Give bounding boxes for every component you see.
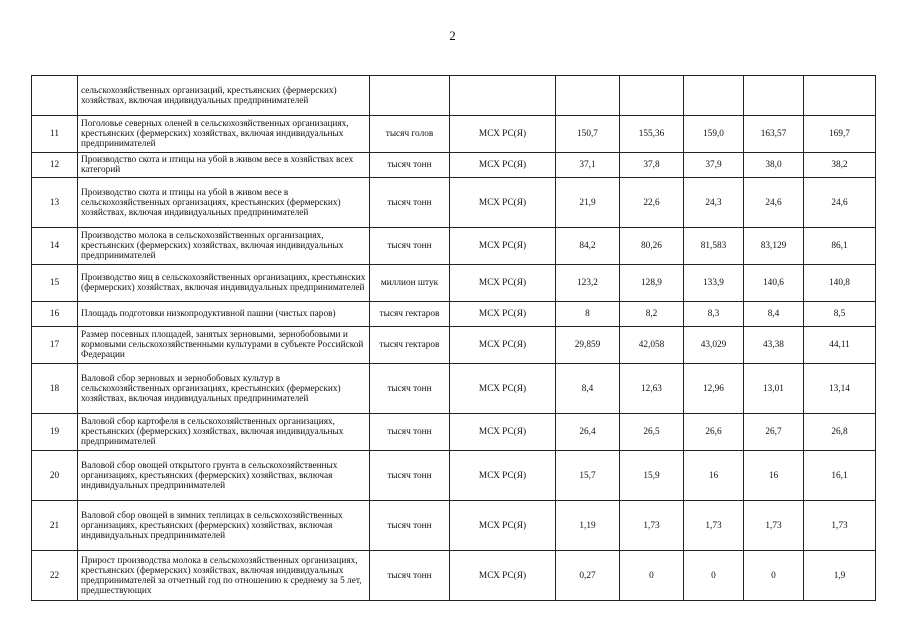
value-cell-2: 15,9	[620, 451, 684, 501]
table-row	[32, 76, 876, 116]
indicator-name-cell: Производство скота и птицы на убой в живом весе в сельскохозяйственных организациях, крестьянских (фермерских) хозяйствах, включая индивидуальных предпринимателей	[78, 178, 370, 228]
unit-cell: тысяч голов	[370, 116, 450, 153]
value-cell-2: 12,63	[620, 364, 684, 414]
value-cell-1: 26,4	[556, 414, 620, 451]
value-cell-1	[556, 76, 620, 116]
value-cell-4: 13,01	[744, 364, 804, 414]
unit-cell	[370, 76, 450, 116]
value-cell-4: 16	[744, 451, 804, 501]
row-number-cell: 17	[32, 327, 78, 364]
table-row	[32, 265, 876, 302]
source-cell: МСХ РС(Я)	[450, 414, 556, 451]
value-cell-5: 16,1	[804, 451, 876, 501]
value-cell-5: 44,11	[804, 327, 876, 364]
value-cell-2: 42,058	[620, 327, 684, 364]
indicator-name-cell: Валовой сбор картофеля в сельскохозяйственных организациях, крестьянских (фермерских) хозяйствах, включая индивидуальных предпринимателей	[78, 414, 370, 451]
unit-cell: тысяч тонн	[370, 364, 450, 414]
page-number: 2	[449, 28, 456, 43]
value-cell-5: 38,2	[804, 153, 876, 178]
source-cell: МСХ РС(Я)	[450, 302, 556, 327]
value-cell-5	[804, 76, 876, 116]
indicators-table	[31, 75, 876, 601]
source-cell	[450, 76, 556, 116]
value-cell-5: 26,8	[804, 414, 876, 451]
value-cell-1: 0,27	[556, 551, 620, 601]
value-cell-3: 43,029	[684, 327, 744, 364]
value-cell-5: 24,6	[804, 178, 876, 228]
source-cell: МСХ РС(Я)	[450, 228, 556, 265]
value-cell-4: 43,38	[744, 327, 804, 364]
value-cell-4: 163,57	[744, 116, 804, 153]
value-cell-3: 24,3	[684, 178, 744, 228]
value-cell-2: 22,6	[620, 178, 684, 228]
value-cell-1: 29,859	[556, 327, 620, 364]
table-row	[32, 364, 876, 414]
source-cell: МСХ РС(Я)	[450, 364, 556, 414]
value-cell-2: 37,8	[620, 153, 684, 178]
unit-cell: тысяч тонн	[370, 414, 450, 451]
table-row	[32, 451, 876, 501]
source-cell: МСХ РС(Я)	[450, 327, 556, 364]
value-cell-1: 8	[556, 302, 620, 327]
unit-cell: тысяч гектаров	[370, 327, 450, 364]
indicator-name-cell: Валовой сбор зерновых и зернобобовых культур в сельскохозяйственных организациях, крестьянских (фермерских) хозяйствах, включая индивидуальных предпринимателей	[78, 364, 370, 414]
table-body	[32, 76, 876, 601]
value-cell-2: 1,73	[620, 501, 684, 551]
value-cell-3: 1,73	[684, 501, 744, 551]
row-number-cell	[32, 76, 78, 116]
value-cell-3: 8,3	[684, 302, 744, 327]
unit-cell: тысяч тонн	[370, 153, 450, 178]
indicator-name-cell: Производство скота и птицы на убой в живом весе в хозяйствах всех категорий	[78, 153, 370, 178]
value-cell-4: 26,7	[744, 414, 804, 451]
unit-cell: тысяч тонн	[370, 501, 450, 551]
unit-cell: тысяч тонн	[370, 228, 450, 265]
value-cell-1: 123,2	[556, 265, 620, 302]
value-cell-3: 26,6	[684, 414, 744, 451]
source-cell: МСХ РС(Я)	[450, 451, 556, 501]
value-cell-4: 8,4	[744, 302, 804, 327]
indicator-name-cell: Производство яиц в сельскохозяйственных организациях, крестьянских (фермерских) хозяйствах, включая индивидуальных предпринимателей	[78, 265, 370, 302]
unit-cell: миллион штук	[370, 265, 450, 302]
row-number-cell: 18	[32, 364, 78, 414]
table-row	[32, 302, 876, 327]
indicator-name-cell: Площадь подготовки низкопродуктивной пашни (чистых паров)	[78, 302, 370, 327]
source-cell: МСХ РС(Я)	[450, 178, 556, 228]
value-cell-3: 37,9	[684, 153, 744, 178]
value-cell-4: 140,6	[744, 265, 804, 302]
row-number-cell: 11	[32, 116, 78, 153]
value-cell-3: 81,583	[684, 228, 744, 265]
indicator-name-cell: Валовой сбор овощей открытого грунта в сельскохозяйственных организациях, крестьянских (фермерских) хозяйствах, включая индивидуальных предпринимателей	[78, 451, 370, 501]
source-cell: МСХ РС(Я)	[450, 551, 556, 601]
table-row	[32, 153, 876, 178]
unit-cell: тысяч гектаров	[370, 302, 450, 327]
table-row	[32, 178, 876, 228]
value-cell-2: 128,9	[620, 265, 684, 302]
value-cell-1: 8,4	[556, 364, 620, 414]
source-cell: МСХ РС(Я)	[450, 501, 556, 551]
value-cell-3: 159,0	[684, 116, 744, 153]
value-cell-4: 1,73	[744, 501, 804, 551]
value-cell-2: 80,26	[620, 228, 684, 265]
indicator-name-cell: Размер посевных площадей, занятых зерновыми, зернобобовыми и кормовыми сельскохозяйственными культурами в субъекте Российской Федерации	[78, 327, 370, 364]
value-cell-3: 16	[684, 451, 744, 501]
value-cell-4: 83,129	[744, 228, 804, 265]
indicator-name-cell: Поголовье северных оленей в сельскохозяйственных организациях, крестьянских (фермерских) хозяйствах, включая индивидуальных предпринимателей	[78, 116, 370, 153]
value-cell-3: 12,96	[684, 364, 744, 414]
value-cell-1: 1,19	[556, 501, 620, 551]
value-cell-2: 0	[620, 551, 684, 601]
row-number-cell: 12	[32, 153, 78, 178]
table-row	[32, 116, 876, 153]
value-cell-1: 15,7	[556, 451, 620, 501]
row-number-cell: 22	[32, 551, 78, 601]
table-row	[32, 228, 876, 265]
row-number-cell: 16	[32, 302, 78, 327]
value-cell-1: 150,7	[556, 116, 620, 153]
table-row	[32, 414, 876, 451]
value-cell-3	[684, 76, 744, 116]
value-cell-2: 8,2	[620, 302, 684, 327]
value-cell-2	[620, 76, 684, 116]
value-cell-5: 140,8	[804, 265, 876, 302]
indicator-name-cell: Валовой сбор овощей в зимних теплицах в сельскохозяйственных организациях, крестьянских (фермерских) хозяйствах, включая индивидуальных предпринимателей	[78, 501, 370, 551]
row-number-cell: 13	[32, 178, 78, 228]
source-cell: МСХ РС(Я)	[450, 116, 556, 153]
value-cell-3: 133,9	[684, 265, 744, 302]
indicator-name-cell: Производство молока в сельскохозяйственных организациях, крестьянских (фермерских) хозяйствах, включая индивидуальных предпринимателей	[78, 228, 370, 265]
value-cell-2: 26,5	[620, 414, 684, 451]
source-cell: МСХ РС(Я)	[450, 265, 556, 302]
value-cell-1: 84,2	[556, 228, 620, 265]
row-number-cell: 19	[32, 414, 78, 451]
table-row	[32, 551, 876, 601]
value-cell-2: 155,36	[620, 116, 684, 153]
row-number-cell: 21	[32, 501, 78, 551]
value-cell-3: 0	[684, 551, 744, 601]
table-row	[32, 327, 876, 364]
value-cell-4: 38,0	[744, 153, 804, 178]
value-cell-5: 1,9	[804, 551, 876, 601]
source-cell: МСХ РС(Я)	[450, 153, 556, 178]
row-number-cell: 20	[32, 451, 78, 501]
value-cell-4	[744, 76, 804, 116]
indicator-name-cell: сельскохозяйственных организаций, крестьянских (фермерских) хозяйствах, включая индивидуальных предпринимателей	[78, 76, 370, 116]
unit-cell: тысяч тонн	[370, 551, 450, 601]
value-cell-4: 0	[744, 551, 804, 601]
unit-cell: тысяч тонн	[370, 451, 450, 501]
value-cell-1: 21,9	[556, 178, 620, 228]
value-cell-5: 1,73	[804, 501, 876, 551]
value-cell-1: 37,1	[556, 153, 620, 178]
row-number-cell: 15	[32, 265, 78, 302]
value-cell-5: 169,7	[804, 116, 876, 153]
unit-cell: тысяч тонн	[370, 178, 450, 228]
value-cell-4: 24,6	[744, 178, 804, 228]
value-cell-5: 13,14	[804, 364, 876, 414]
value-cell-5: 8,5	[804, 302, 876, 327]
row-number-cell: 14	[32, 228, 78, 265]
value-cell-5: 86,1	[804, 228, 876, 265]
table-row	[32, 501, 876, 551]
indicator-name-cell: Прирост производства молока в сельскохозяйственных организациях, крестьянских (фермерских) хозяйствах, включая индивидуальных предпринимателей за отчетный год по отношению к среднему за 5 лет, предшествующих	[78, 551, 370, 601]
